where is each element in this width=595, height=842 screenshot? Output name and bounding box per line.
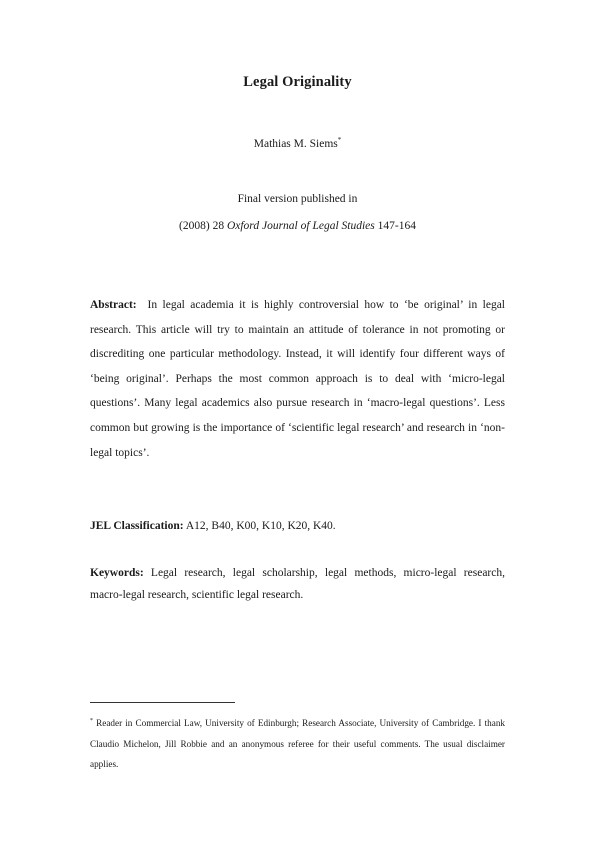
author-line [0,136,595,150]
abstract-text: In legal academia it is highly controversial how to ‘be original’ in legal research. This article will try to maintain an attitude of tolerance in not promoting or discrediting one particular methodology. Instead, it will identify four different ways of ‘being original’. Perhaps the most common approach is to deal with ‘micro-legal questions’. Many legal academics also pursue research in ‘macro-legal questions’. Less common but growing is the importance of ‘scientific legal research’ and research in ‘non-legal topics’. [90,299,506,459]
footnote-text: Reader in Commercial Law, University of Edinburgh; Research Associate, University of Cambridge. I thank Claudio Michelon, Jill Robbie and an anonymous referee for their useful comments. The usual disclaimer applies. [90,718,506,769]
author-name: Mathias M. Siems [253,138,338,150]
citation-suffix: 147-164 [374,220,416,232]
abstract-label: Abstract: [90,299,137,311]
publication-note: Final version published in [237,193,358,205]
abstract-paragraph [90,293,505,465]
journal-name: Oxford Journal of Legal Studies [226,220,375,232]
footnote-mark: * [90,718,93,724]
jel-codes: A12, B40, K00, K10, K20, K40. [185,520,336,532]
jel-classification [90,520,505,532]
keywords-label: Keywords: [90,567,144,579]
citation-prefix: (2008) 28 [179,220,227,232]
author-note-mark: * [337,136,342,144]
footnote-divider [90,702,235,703]
footnote [90,711,505,775]
keywords-paragraph [90,563,505,606]
page-title: Legal Originality [243,74,352,90]
jel-label: JEL Classification: [90,520,184,532]
publication-citation [0,220,595,232]
keywords-text: Legal research, legal scholarship, legal methods, micro-legal research, macro-legal research, scientific legal research. [90,567,505,601]
